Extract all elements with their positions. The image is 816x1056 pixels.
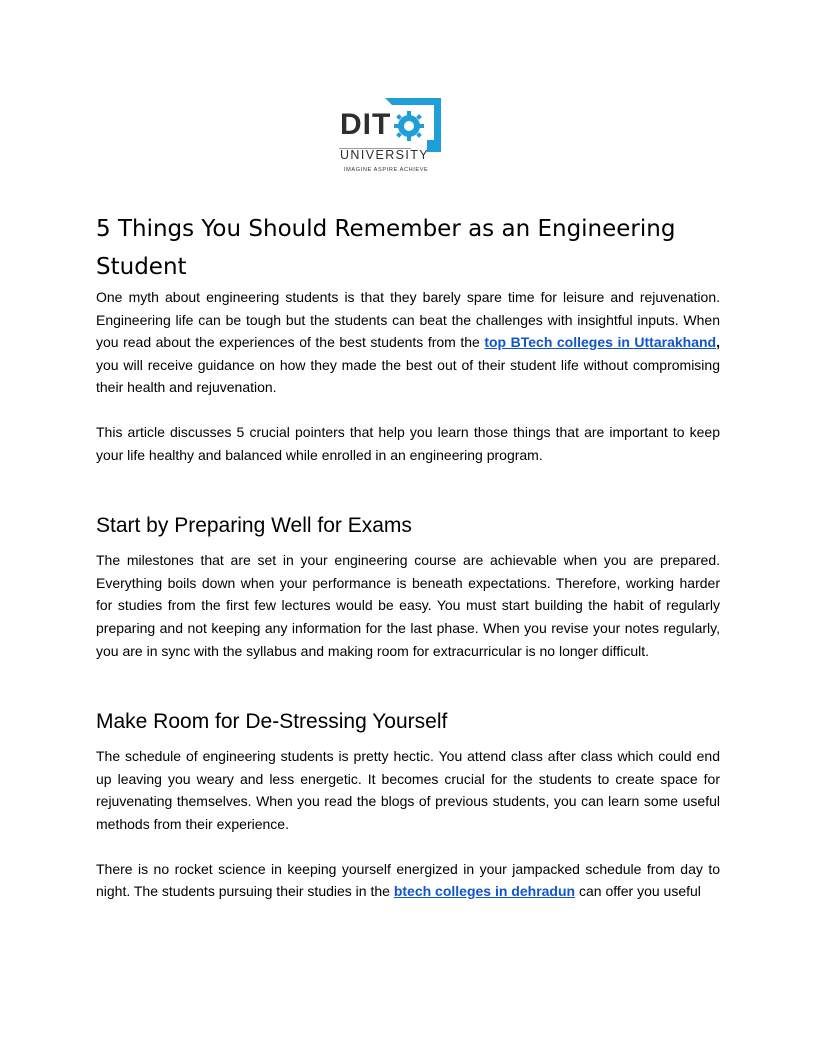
- section-2-paragraph-1: The schedule of engineering students is pretty hectic. You attend class after class which could end up leaving you weary and less energetic. It becomes crucial for the students to create space for rejuvenating themselves. When you read the blogs of previous students, you can learn some useful methods from their experience.: [96, 748, 720, 832]
- top-btech-colleges-link[interactable]: top BTech colleges in Uttarakhand: [484, 334, 717, 351]
- section-2-heading: Make Room for De-Stressing Yourself: [96, 710, 448, 734]
- dit-university-logo: [339, 96, 443, 182]
- logo-tagline: IMAGINE ASPIRE ACHIEVE: [344, 167, 429, 173]
- section-2-text-after-link: can offer you useful: [575, 883, 701, 900]
- link-comma: ,: [716, 334, 720, 351]
- section-2-text-before-link: There is no rocket science in keeping yourself energized in your jampacked schedule from day to night. The students pursuing their studies in the: [96, 860, 720, 900]
- intro-text-after-link: you will receive guidance on how they made the best out of their student life without compromising their health and rejuvenation.: [96, 356, 720, 396]
- section-1-paragraph: The milestones that are set in your engineering course are achievable when you are prepared. Everything boils down when your performance is beneath expectations. Therefore, working harder for studies from the first few lectures would be easy. You must start building the habit of regularly preparing and not keeping any information for the last phase. When you revise your notes regularly, you are in sync with the syllabus and making room for extracurricular is no longer difficult.: [96, 552, 720, 659]
- article-title: 5 Things You Should Remember as an Engineering Student: [96, 216, 676, 280]
- article-body: [96, 210, 720, 903]
- section-1-heading: Start by Preparing Well for Exams: [96, 514, 412, 538]
- logo-subtitle: UNIVERSITY: [340, 148, 430, 162]
- section-2-paragraph-2: [96, 858, 720, 903]
- intro-paragraph-2: This article discusses 5 crucial pointers that help you learn those things that are important to keep your life healthy and balanced while enrolled in an engineering program.: [96, 423, 720, 463]
- intro-paragraph-1: [96, 286, 720, 399]
- intro-text-before-link: One myth about engineering students is that they barely spare time for leisure and rejuvenation. Engineering life can be tough but the students can beat the challenges with insightful inputs. When you read about the experiences of the best students from the: [96, 289, 720, 351]
- logo-wordmark: DIT: [340, 108, 392, 141]
- btech-colleges-dehradun-link[interactable]: btech colleges in dehradun: [393, 883, 576, 900]
